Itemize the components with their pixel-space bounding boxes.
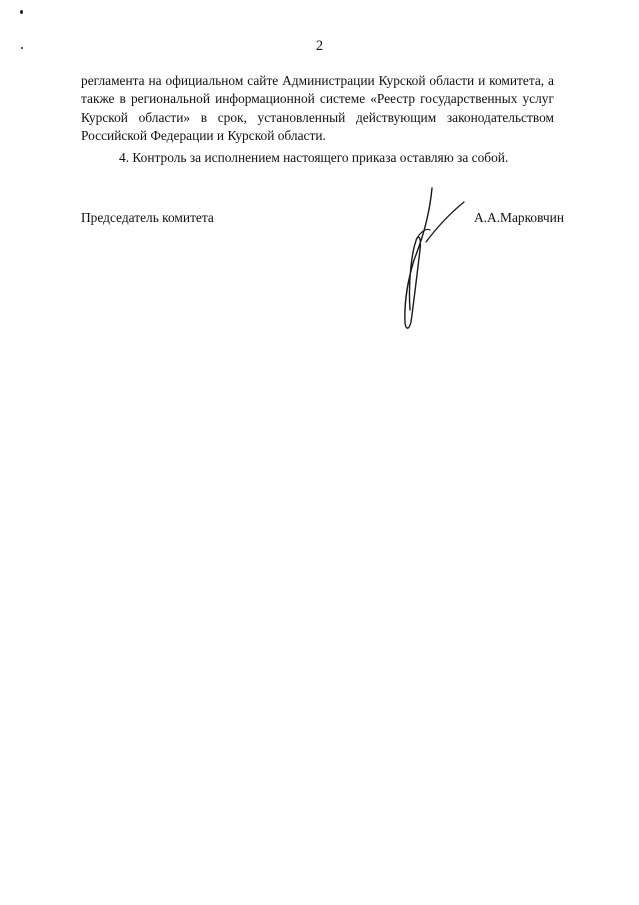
- signatory-name: А.А.Марковчин: [474, 210, 564, 225]
- paragraph-continued: регламента на официальном сайте Администрации Курской области и комитета, а также в региональной информационной системе «Реестр государственных услуг Курской области» в срок, установленный действующим законодательством Российской Федерации и Курской области.: [81, 73, 554, 144]
- document-body: [81, 72, 554, 167]
- handwritten-signature: [390, 180, 480, 335]
- scan-speck: [20, 10, 23, 14]
- page-number: 2: [315, 38, 324, 54]
- paragraph-4: 4. Контроль за исполнением настоящего приказа оставляю за собой.: [119, 149, 509, 165]
- signatory-title: Председатель комитета: [81, 210, 214, 225]
